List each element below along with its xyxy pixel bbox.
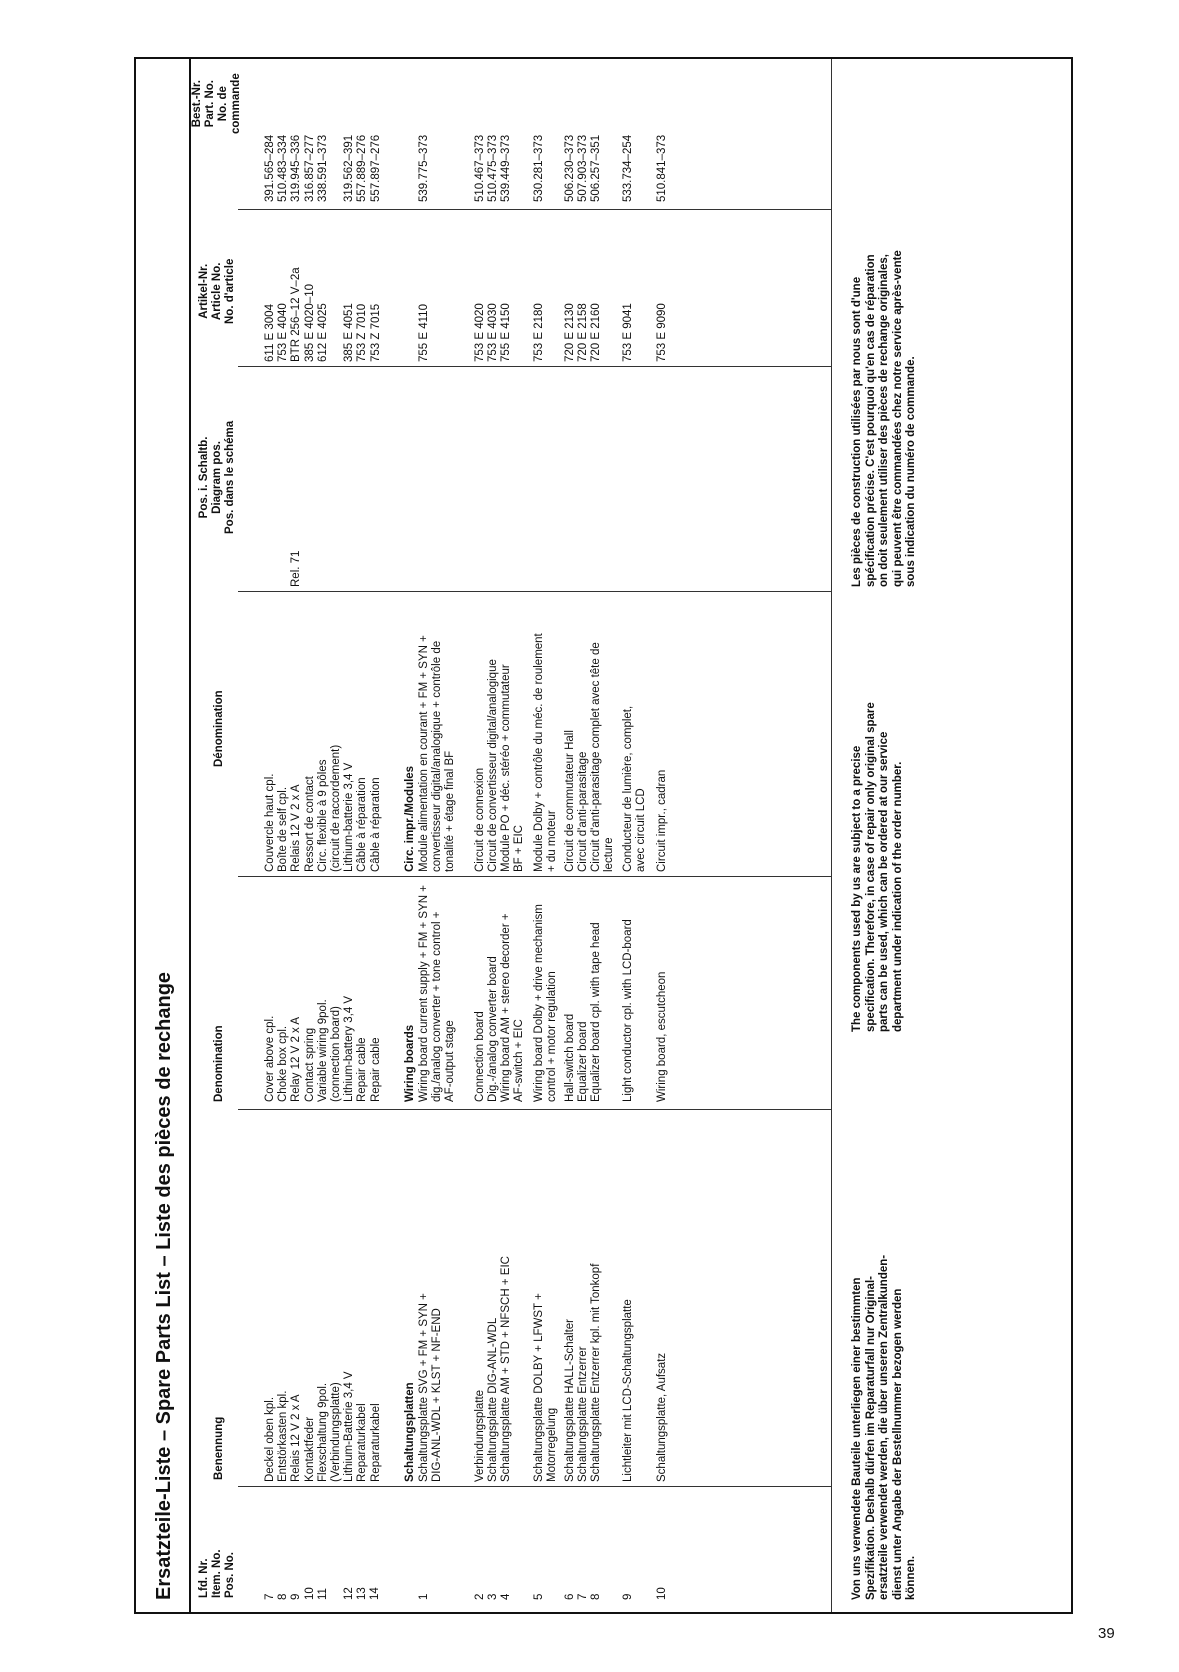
header-article: Artikel-Nr. Article No. No. d'article (198, 258, 236, 324)
group-heading-de: Schaltungsplatten (404, 1382, 416, 1482)
footer-note-fr: Les pièces de construction utilisées par nous sont d'une spécification précise. C'est pourquoi qu'en cas de réparation on doit seulement utiliser des pièces de rechange originales, qui peuvent être commandées chez notre service après-vente sous indication du numéro de commande. (851, 250, 917, 587)
header-denomination-fr: Dénomination (213, 690, 225, 767)
header-benennung: Benennung (213, 1416, 225, 1480)
page-number: 39 (1098, 1625, 1115, 1642)
header-diagram: Pos. i. Schaltb. Diagram pos. Pos. dans le schéma (198, 420, 236, 534)
col-separator (238, 591, 831, 592)
footer-note-en: The components used by us are subject to a precise specification. Therefore, in case of repair only original spare parts can be used, which can be ordered at our service department under indication of the order number. (851, 702, 904, 1032)
header-pos: Lfd. Nr. Item. No. Pos. No. (198, 1549, 236, 1598)
order-column: 391.565–284 510.483–334 319.945–336 316.857–277 338.591–373 319.562–391 557.889–276 557.897–276 (264, 134, 382, 202)
rotated-parts-table: Ersatzteile-Liste – Spare Parts List – Liste des pièces de rechange Lfd. Nr. Item. No. Pos. No. Benennung Denomination Dénomination Pos. i. Schaltb. Diagram pos. Pos. dans le schéma Artikel-Nr. Article No. No. d'article Best.-Nr. Part. No. No. de commande 7 8 9 10 11 12 13 14 Deckel oben kpl. Entstörkasten kpl. Relais 12 V 2 x A Kontaktfeder Flexschaltung 9pol. (Verbindungsplatte) Lithium-Batterie 3,4 V Reparaturkabel Reparaturkabel Cover above cpl. Choke box cpl. Relay 12 V 2 x A Contact spring Variable wiring 9pol. (connection board) Lithium-battery 3,4 V Repair cable Repair cable Couvercle haut cpl. Boîte de self cpl. Relais 12 V 2 x A Ressort de contact Circ. flexible à 9 pôles (circuit de raccordement) Lithium-batterie 3,4 V Câble à réparation Câble à réparation Rel. 71 611 E 3004 753 E 4040 BTR 256–12 V–2a 385 E 4020–10 612 E 4025 385 E 4051 753 Z 7010 753 Z 7015 391.565–284 510.483–334 319.945–336 316.857–277 338.591–373 319.562–391 557.889–276 557.897–276 Schaltungsplatten Wiring boards Circ. impr./Modules 1 Schaltungsplatte SVG + FM + SYN + DIG-ANL-WDL + KLST + NF-END Wiring board current supply + FM + SYN + dig./analog converter + tone control + AF-output stage Module alimentation en courant + FM + SYN + convertisseur digital/analogique + contrôle de tonalité + étage final BF 755 E 4110 539.775–373 2 Verbindungsplatte Connection board Circuit de connexion 753 E 4020 510.467–373 3 Schaltungsplatte DIG-ANL-WDL Dig.-/analog converter board Circuit de convertisseur digital/analogique 753 E 4030 510.475–373 4 Schaltungsplatte AM + STD + NFSCH + EIC Wiring board AM + stereo decorder + AF-switch + EIC Module PO + déc. stéréo + commutateur BF + EIC 755 E 4150 539.449–373 5 Schaltungsplatte DOLBY + LFWST + Motorregelung Wiring board Dolby + drive mechanism control + motor regulation Module Dolby + contrôle du méc. de roulement + du moteur 753 E 2180 530.281–373 6 Schaltungsplatte HALL-Schalter Hall-switch board Circuit de commutateur Hall 720 E 2130 506.230–373 7 Schaltungsplatte Entzerrer Equalizer board Circuit d'anti-parasitage 720 E 2158 507.903–373 8 Schaltungsplatte Entzerrer kpl. mit Tonkopf Equalizer board cpl. with tape head Circuit d'anti-parasitage complet avec tête de lecture 720 E 2160 506.257–351 9 Lichtleiter mit LCD-Schaltungsplatte Light conductor cpl. with LCD-board Conducteur de lumière, complet, avec circuit LCD 753 E 9041 533.734–254 10 Schaltungsplatte, Aufsatz Wiring board, escutcheon Circuit impr., cadran 753 E 9090 510.841–373 Von uns verwendete Bauteile unterliegen einer bestimmten Spezifikation. Deshalb dürfen im Reparaturfall nur Original- ersatzteile verwendet werden, die über unseren Zentralkunden- dienst unter Angabe der Bestellnummer bezogen werden können. The components used by us are subject to a precise specification. Therefore, in case of repair only original spare parts can be used, which can be ordered at our service department under indication of the order number. Les pièces de construction utilisées par nous sont d'une spécification précise. C'est pourquoi qu'en cas de réparation on doit seulement utiliser des pièces de rechange originales, qui peuvent être commandées chez notre service après-vente sous indication du numéro de commande. (134, 57, 1073, 1614)
page-title: Ersatzteile-Liste – Spare Parts List – Liste des pièces de rechange (136, 59, 191, 1612)
benennung-column: Deckel oben kpl. Entstörkasten kpl. Relais 12 V 2 x A Kontaktfeder Flexschaltung 9pol. (Verbindungsplatte) Lithium-Batterie 3,4 V Reparaturkabel Reparaturkabel (264, 1371, 382, 1482)
footer-note-de: Von uns verwendete Bauteile unterliegen einer bestimmten Spezifikation. Deshalb dürfen im Reparaturfall nur Original- ersatzteile verwendet werden, die über unseren Zentralkunden- dienst unter Angabe der Bestellnummer bezogen werden können. (851, 1254, 917, 1600)
diagram-pos-relay: Rel. 71 (290, 550, 302, 587)
denomination-fr-column: Couvercle haut cpl. Boîte de self cpl. Relais 12 V 2 x A Ressort de contact Circ. flexible à 9 pôles (circuit de raccordement) Lithium-batterie 3,4 V Câble à réparation Câble à réparation (264, 744, 382, 872)
footer-divider (831, 59, 832, 1612)
header-order: Best.-Nr. Part. No. No. de commande (191, 73, 242, 134)
article-column: 611 E 3004 753 E 4040 BTR 256–12 V–2a 385 E 4020–10 612 E 4025 385 E 4051 753 Z 7010 753 Z 7015 (264, 267, 382, 362)
col-separator (238, 1109, 831, 1110)
col-separator (238, 876, 831, 877)
col-separator (238, 209, 831, 210)
group-heading-en: Wiring boards (404, 1024, 416, 1102)
table-row: 1 Schaltungsplatte SVG + FM + SYN + DIG-ANL-WDL + KLST + NF-END Wiring board current supply + FM + SYN + dig./analog converter + tone control + AF-output stage Module alimentation en courant + FM + SYN + convertisseur digital/analogique + contrôle de tonalité + étage final BF 755 E 4110 539.775–373 (418, 134, 457, 1600)
pos-column: 7 8 9 10 11 12 13 14 (264, 1587, 382, 1600)
col-separator (238, 366, 831, 367)
header-denomination-en: Denomination (213, 1025, 225, 1102)
col-separator (238, 1486, 831, 1487)
group-heading-fr: Circ. impr./Modules (404, 765, 416, 872)
denomination-en-column: Cover above cpl. Choke box cpl. Relay 12 V 2 x A Contact spring Variable wiring 9pol. (connection board) Lithium-battery 3,4 V Repair cable Repair cable (264, 995, 382, 1102)
